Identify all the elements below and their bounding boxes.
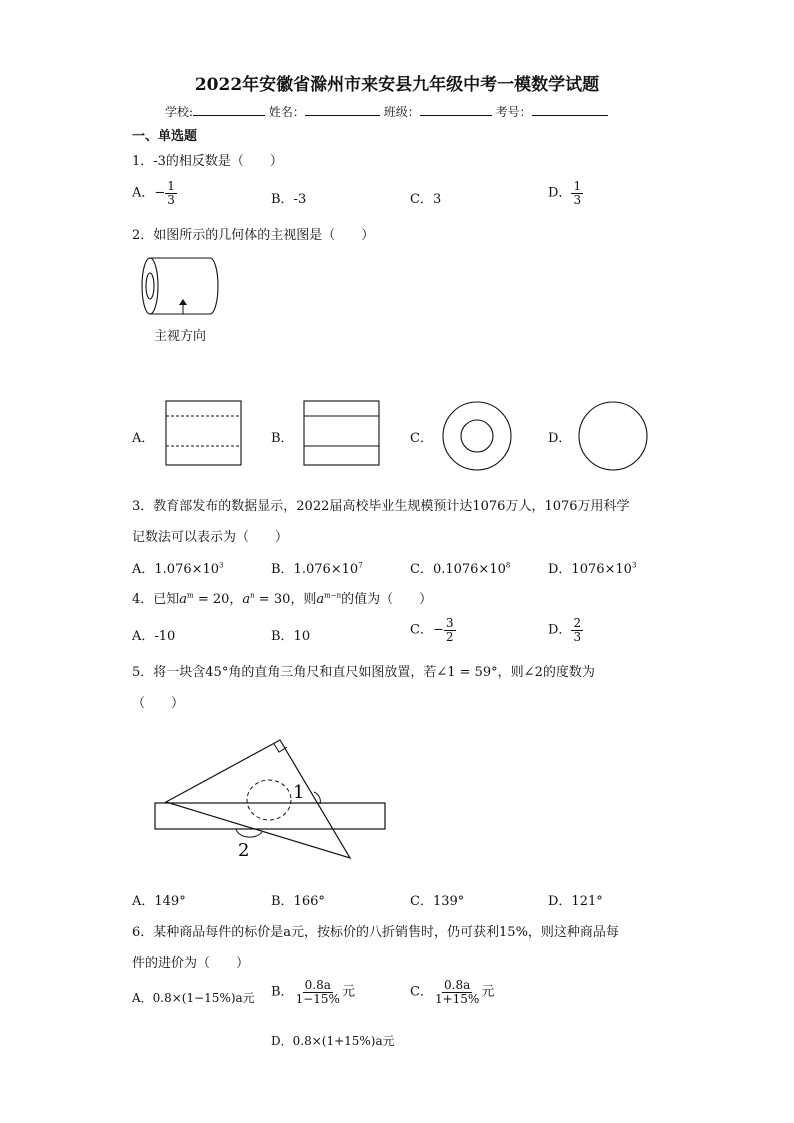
q6-b-unit: 元 [341,984,355,1000]
q6-option-c[interactable] [410,979,494,1005]
q4-c-den: 2 [445,629,454,644]
q3-option-a[interactable] [132,558,224,577]
q2-option-a-label[interactable]: A． [132,431,155,446]
q4-base-3: a [316,592,325,607]
q6-c-label: C． [410,984,433,1000]
school-label: 学校: [165,105,194,119]
q4-c-sign: − [432,622,444,638]
q4-c-label: C． [410,622,433,638]
q4-eq-1: = 20， [193,592,243,607]
q2-option-b-figure[interactable] [303,400,381,466]
q5-option-b[interactable]: B．166° [271,894,325,909]
q4-exp-2: n [250,591,255,600]
q2-cylinder-figure [138,255,228,315]
q2-view-direction-caption: 主视方向 [154,329,207,344]
q4-d-fraction [571,617,583,643]
q6-c-fraction [433,979,481,1005]
q4-exp-1: m [187,591,194,600]
q1-a-den: 3 [167,192,175,207]
q6-stem-line1: 6．某种商品每件的标价是a元，按标价的八折销售时，仍可获利15%，则这种商品每 [132,925,619,940]
q4-d-num: 2 [573,616,582,630]
q2-stem: 2．如图所示的几何体的主视图是（ ） [132,228,375,243]
q6-option-b[interactable] [271,979,355,1005]
q4-eq-2: = 30，则 [254,592,317,607]
q5-angle-1-label: 1 [293,782,305,803]
class-blank[interactable] [420,103,492,116]
q1-d-label: D． [548,185,572,201]
q1-d-num: 1 [573,179,582,193]
q3-a-text: A．1.076×10 [132,562,220,577]
q4-stem-post: 的值为（ ） [341,592,433,607]
q6-c-num: 0.8a [444,978,471,992]
q5-angle-2-label: 2 [238,840,250,861]
q3-option-d[interactable] [548,558,636,577]
q4-stem [132,588,432,607]
q6-option-a[interactable]: A．0.8×(1−15%)a元 [132,991,255,1005]
q5-option-d[interactable]: D．121° [548,894,603,909]
q4-exp-3: m−n [324,591,342,600]
q4-base-1: a [179,592,188,607]
q3-stem-line1: 3．教育部发布的数据显示，2022届高校毕业生规模预计达1076万人，1076万用科学 [132,499,630,514]
q3-option-c[interactable] [410,558,510,577]
q1-d-den: 3 [573,192,582,207]
q2-option-d-label[interactable]: D． [548,431,572,446]
number-label: 考号： [495,105,532,119]
q1-stem: 1．-3的相反数是（ ） [132,154,283,169]
q1-a-fraction [165,180,177,206]
q1-a-label: A． [132,185,155,201]
q5-option-a[interactable]: A．149° [132,894,186,909]
q4-option-d[interactable] [548,617,583,643]
q6-c-den: 1+15% [434,991,480,1006]
q3-stem-line2: 记数法可以表示为（ ） [132,530,289,545]
q3-d-exp: 3 [631,561,637,570]
name-blank[interactable] [305,103,380,116]
q6-c-unit: 元 [481,984,495,1000]
q4-option-a[interactable]: A．-10 [132,629,176,644]
school-blank[interactable] [193,103,265,116]
q6-b-den: 1−15% [295,991,340,1006]
class-label: 班级： [383,105,420,119]
q1-d-fraction [571,180,583,206]
q4-option-c[interactable] [410,617,456,643]
q2-option-a-figure[interactable] [165,400,243,466]
section-heading: 一、单选题 [132,129,198,144]
q5-stem-line1: 5．将一块含45°角的直角三角尺和直尺如图放置，若∠1 = 59°，则∠2的度数为 [132,665,595,680]
q3-c-exp: 8 [505,561,511,570]
q2-option-b-label[interactable]: B． [271,431,294,446]
q6-option-d[interactable]: D．0.8×(1+15%)a元 [271,1034,395,1048]
q2-option-d-figure[interactable] [577,400,649,472]
q1-a-sign: − [154,185,166,201]
q3-b-text: B．1.076×10 [271,562,359,577]
q3-option-b[interactable] [271,558,363,577]
q4-option-b[interactable]: B．10 [271,629,311,644]
q3-a-exp: 3 [219,561,224,570]
q4-stem-pre: 4．已知 [132,592,180,607]
q6-b-fraction [294,979,342,1005]
q4-c-num: 3 [445,616,454,630]
q4-d-den: 3 [573,629,582,644]
q1-option-c[interactable]: C．3 [410,192,442,207]
q5-option-c[interactable]: C．139° [410,894,465,909]
number-blank[interactable] [532,103,608,116]
q4-c-fraction [444,617,456,643]
q5-triangle-ruler-figure [148,732,398,864]
q3-d-text: D．1076×10 [548,562,632,577]
q5-stem-line2: （ ） [132,696,185,711]
student-info-line [165,103,608,120]
q4-d-label: D． [548,622,572,638]
q6-b-num: 0.8a [304,978,331,992]
q4-base-2: a [242,592,251,607]
q1-option-a[interactable] [132,180,177,206]
q3-b-exp: 7 [358,561,363,570]
q1-a-num: 1 [167,179,175,193]
q1-option-b[interactable]: B．-3 [271,192,307,207]
q6-b-label: B． [271,984,294,1000]
q1-option-d[interactable] [548,180,583,206]
q2-option-c-label[interactable]: C． [410,431,433,446]
q6-stem-line2: 件的进价为（ ） [132,956,250,971]
q2-option-c-figure[interactable] [441,400,513,472]
q3-c-text: C．0.1076×10 [410,562,506,577]
page-title: 2022年安徽省滁州市来安县九年级中考一模数学试题 [194,75,600,95]
name-label: 姓名： [268,105,305,119]
